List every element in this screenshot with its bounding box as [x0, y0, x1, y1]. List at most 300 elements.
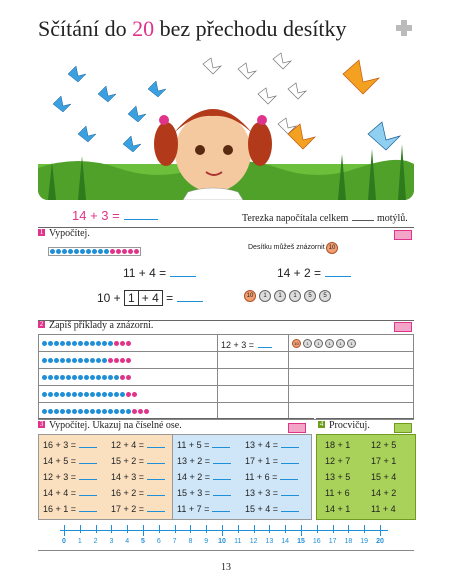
- sec4-expression[interactable]: 18 + 1: [325, 440, 351, 450]
- blue-dot: [68, 249, 73, 254]
- blue-dot: [42, 341, 47, 346]
- blue-dot: [96, 392, 101, 397]
- section-2-title: Zapiš příklady a znázorni.: [49, 320, 154, 331]
- sec1-eq-a: [123, 266, 196, 280]
- sec3-answer-blank[interactable]: [79, 438, 97, 448]
- coin-icon: 5: [319, 290, 331, 302]
- sec3-answer-blank[interactable]: [281, 438, 299, 448]
- number-line-label: 13: [265, 538, 274, 545]
- sec3-answer-blank[interactable]: [281, 502, 299, 512]
- sec2-dots-cell: [39, 335, 218, 352]
- section-2-number: 2: [39, 320, 44, 328]
- sec3-answer-blank[interactable]: [213, 454, 231, 464]
- sec2-example-eq: 12 + 3 =: [221, 339, 255, 350]
- intro-expression: [72, 208, 158, 223]
- pink-dot: [120, 358, 125, 363]
- blue-dot: [42, 392, 47, 397]
- sec2-dot-row: [42, 392, 214, 397]
- sec3-eq-text: 17 + 1 =: [245, 456, 279, 466]
- pink-dot: [114, 341, 119, 346]
- number-line-label: 0: [62, 538, 66, 545]
- number-line-tick: [96, 525, 97, 533]
- sec3-equation: [108, 437, 165, 453]
- sec3-answer-blank[interactable]: [213, 470, 231, 480]
- intro-answer-blank[interactable]: [124, 209, 158, 220]
- blue-dot: [120, 409, 125, 414]
- number-line-label: 6: [156, 538, 161, 545]
- sec4-expression[interactable]: 12 + 5: [371, 440, 397, 450]
- pink-dot: [122, 249, 127, 254]
- blue-dot: [72, 358, 77, 363]
- sec3-equation: [242, 485, 299, 501]
- pink-dot: [128, 249, 133, 254]
- sec1-eq-b-blank[interactable]: [325, 266, 351, 277]
- sec4-expression[interactable]: 14 + 2: [371, 488, 397, 498]
- intro-count-blank[interactable]: [352, 212, 374, 221]
- sec1-hint: [248, 244, 325, 251]
- coin-icon: 1: [289, 290, 301, 302]
- blue-dot: [48, 375, 53, 380]
- blue-dot: [66, 392, 71, 397]
- sec1-eq-c-box2: + 4: [139, 290, 163, 306]
- blue-dot: [92, 249, 97, 254]
- blue-dot: [96, 341, 101, 346]
- blue-dot: [102, 375, 107, 380]
- sec4-expression[interactable]: 13 + 5: [325, 472, 351, 482]
- sec3-eq-text: 13 + 4 =: [245, 440, 279, 450]
- sec3-answer-blank[interactable]: [147, 470, 165, 480]
- sec1-eq-b: [277, 266, 351, 280]
- number-line-tick: [206, 525, 207, 533]
- sec1-eq-a-blank[interactable]: [170, 266, 196, 277]
- sec3-equation: [174, 453, 231, 469]
- section-3-pink-marker: [288, 423, 306, 433]
- sec3-eq-text: 11 + 6 =: [245, 472, 278, 482]
- blue-dot: [78, 375, 83, 380]
- blue-dot: [54, 375, 59, 380]
- number-line-label: 15: [297, 538, 305, 545]
- sec2-drawing-cell[interactable]: [289, 335, 414, 352]
- number-line-label: 5: [141, 538, 145, 545]
- sec3-column: [40, 437, 97, 517]
- sec3-eq-text: 17 + 2 =: [111, 504, 145, 514]
- blue-dot: [84, 409, 89, 414]
- blue-dot: [108, 341, 113, 346]
- blue-dot: [96, 375, 101, 380]
- number-line-tick: [269, 525, 270, 533]
- blue-dot: [48, 392, 53, 397]
- sec2-row: [39, 386, 414, 403]
- blue-dot: [86, 249, 91, 254]
- sec3-equation: [174, 485, 231, 501]
- blue-dot: [126, 409, 131, 414]
- sec3-answer-blank[interactable]: [281, 454, 299, 464]
- blue-dot: [42, 375, 47, 380]
- sec3-answer-blank[interactable]: [212, 502, 230, 512]
- coin-icon: 1: [314, 339, 323, 348]
- sec3-answer-blank[interactable]: [79, 502, 97, 512]
- sec4-expression[interactable]: 12 + 7: [325, 456, 351, 466]
- sec3-equation: [174, 437, 231, 453]
- blue-dot: [102, 358, 107, 363]
- blue-dot: [84, 375, 89, 380]
- number-line-label: 2: [93, 538, 98, 545]
- sec4-column: [368, 437, 396, 517]
- coin-icon: 1: [259, 290, 271, 302]
- page-title: [38, 16, 347, 42]
- sec3-answer-blank[interactable]: [79, 486, 97, 496]
- number-line-label: 12: [249, 538, 258, 545]
- number-line-label: 19: [360, 538, 369, 545]
- blue-dot: [60, 375, 65, 380]
- sec3-column: [242, 437, 299, 517]
- sec2-dot-row: [42, 409, 214, 414]
- number-line-tick: [80, 525, 81, 533]
- sec1-coins: [244, 290, 331, 302]
- title-text-post: bez přechodu desítky: [154, 16, 347, 41]
- number-line-tick: [127, 525, 128, 533]
- number-line-label: 14: [281, 538, 290, 545]
- blue-dot: [104, 249, 109, 254]
- sec3-answer-blank[interactable]: [281, 486, 299, 496]
- section-1-number: 1: [39, 228, 44, 236]
- sec3-equation: [242, 437, 299, 453]
- sec3-equation: [242, 469, 299, 485]
- sec3-answer-blank[interactable]: [147, 486, 165, 496]
- sec2-table: [38, 334, 414, 420]
- section-4-title: Procvičuj.: [329, 420, 370, 431]
- sec3-eq-text: 16 + 3 =: [43, 440, 77, 450]
- sec2-drawing-cell[interactable]: [289, 403, 414, 420]
- number-line-tick: [190, 525, 191, 533]
- sec2-equation-cell[interactable]: [218, 403, 289, 420]
- sec3-equation: [242, 501, 299, 517]
- number-line-tick: [317, 525, 318, 533]
- number-line-tick: [222, 525, 223, 536]
- sec3-eq-text: 14 + 2 =: [177, 472, 211, 482]
- sec3-eq-text: 12 + 4 =: [111, 440, 145, 450]
- blue-dot: [96, 358, 101, 363]
- sec3-answer-blank[interactable]: [79, 454, 97, 464]
- pink-dot: [114, 358, 119, 363]
- sec3-equation: [40, 453, 97, 469]
- sec3-eq-text: 15 + 3 =: [177, 488, 211, 498]
- blue-dot: [66, 358, 71, 363]
- section-1-title: Vypočítej.: [49, 228, 90, 239]
- number-line-tick: [301, 525, 302, 536]
- sec2-dot-row: [42, 341, 214, 346]
- section-4-green-marker: [394, 423, 412, 433]
- blue-dot: [114, 409, 119, 414]
- sec3-equation: [40, 501, 97, 517]
- sec2-dots-cell: [39, 369, 218, 386]
- intro-text-post: motýlů.: [376, 213, 408, 224]
- sec3-column: [108, 437, 165, 517]
- blue-dot: [102, 341, 107, 346]
- blue-dot: [80, 249, 85, 254]
- coin-icon: 10: [292, 339, 301, 348]
- pink-dot: [126, 341, 131, 346]
- blue-dot: [78, 358, 83, 363]
- blue-dot: [48, 409, 53, 414]
- number-line-tick: [333, 525, 334, 533]
- coin-icon: 1: [274, 290, 286, 302]
- blue-dot: [60, 409, 65, 414]
- sec1-dot-row: [48, 247, 141, 256]
- number-line-tick: [238, 525, 239, 533]
- blue-dot: [54, 341, 59, 346]
- number-line-label: 1: [77, 538, 82, 545]
- number-line-axis: [60, 530, 388, 531]
- section-2-pink-marker: [394, 322, 412, 332]
- sec3-equation: [174, 469, 231, 485]
- sec4-expression[interactable]: 15 + 4: [371, 472, 397, 482]
- coin-icon: 1: [303, 339, 312, 348]
- blue-dot: [56, 249, 61, 254]
- section-3-title: Vypočítej. Ukazuj na číselné ose.: [49, 420, 182, 431]
- blue-dot: [60, 358, 65, 363]
- sec1-eq-c-blank[interactable]: [177, 291, 203, 302]
- section-3-divider: [38, 418, 314, 419]
- coin-icon: 1: [336, 339, 345, 348]
- blue-dot: [72, 375, 77, 380]
- blue-dot: [78, 392, 83, 397]
- pink-dot: [144, 409, 149, 414]
- sec2-example-coins: [292, 339, 410, 348]
- blue-dot: [54, 409, 59, 414]
- title-text-pre: Sčítání do: [38, 16, 133, 41]
- sec2-drawing-cell[interactable]: [289, 352, 414, 369]
- sec1-eq-b-text: 14 + 2 =: [277, 266, 322, 280]
- sec1-eq-c-box[interactable]: 1: [124, 290, 139, 306]
- section-4-number: 4: [319, 420, 324, 428]
- section-1-divider: [38, 227, 414, 228]
- title-number: 20: [132, 16, 155, 41]
- sec3-answer-blank[interactable]: [147, 454, 165, 464]
- sec3-eq-text: 11 + 7 =: [177, 504, 210, 514]
- sec3-equation: [40, 485, 97, 501]
- pink-dot: [126, 358, 131, 363]
- blue-dot: [108, 392, 113, 397]
- section-1-pink-marker: [394, 230, 412, 240]
- sec1-hint-text: Desítku můžeš znázornit: [248, 244, 325, 251]
- blue-dot: [78, 409, 83, 414]
- sec3-eq-text: 14 + 4 =: [43, 488, 77, 498]
- sec2-equation-cell[interactable]: [218, 386, 289, 403]
- pink-dot: [132, 392, 137, 397]
- number-line-label: 4: [125, 538, 130, 545]
- blue-dot: [62, 249, 67, 254]
- sec3-equation: [108, 453, 165, 469]
- pink-dot: [132, 409, 137, 414]
- sec3-answer-blank[interactable]: [147, 502, 165, 512]
- blue-dot: [66, 341, 71, 346]
- sec4-expression[interactable]: 11 + 4: [371, 504, 396, 514]
- blue-dot: [108, 409, 113, 414]
- sec4-expression[interactable]: 14 + 1: [325, 504, 351, 514]
- sec2-row: [39, 369, 414, 386]
- blue-dot: [50, 249, 55, 254]
- sec2-row: [39, 335, 414, 352]
- sec3-equation: [108, 485, 165, 501]
- number-line-label: 9: [204, 538, 209, 545]
- sec3-eq-text: 12 + 3 =: [43, 472, 77, 482]
- number-line-label: 3: [109, 538, 114, 545]
- sec3-equation: [108, 469, 165, 485]
- sec3-eq-text: 16 + 2 =: [111, 488, 145, 498]
- sec3-equation: [108, 501, 165, 517]
- number-line-tick: [364, 525, 365, 533]
- blue-dot: [74, 249, 79, 254]
- sec2-drawing-cell[interactable]: [289, 386, 414, 403]
- blue-dot: [48, 358, 53, 363]
- sec3-answer-blank[interactable]: [280, 470, 298, 480]
- number-line-label: 17: [328, 538, 337, 545]
- blue-dot: [114, 392, 119, 397]
- sec3-eq-text: 15 + 4 =: [245, 504, 279, 514]
- section-3-number: 3: [39, 420, 44, 428]
- intro-expr-text: 14 + 3 =: [72, 208, 120, 223]
- sec3-equation: [40, 437, 97, 453]
- blue-dot: [78, 341, 83, 346]
- blue-dot: [96, 409, 101, 414]
- number-line-label: 20: [376, 538, 384, 545]
- blue-dot: [98, 249, 103, 254]
- number-line-tick: [285, 525, 286, 533]
- blue-dot: [72, 392, 77, 397]
- sec1-eq-c: [97, 291, 203, 305]
- sec3-eq-text: 16 + 1 =: [43, 504, 77, 514]
- coin-icon: 1: [325, 339, 334, 348]
- blue-dot: [42, 358, 47, 363]
- blue-dot: [42, 409, 47, 414]
- blue-dot: [66, 375, 71, 380]
- number-line-tick: [254, 525, 255, 533]
- pink-dot: [134, 249, 139, 254]
- sec4-expression[interactable]: 17 + 1: [371, 456, 397, 466]
- sec2-dots-cell: [39, 352, 218, 369]
- sec2-dots-cell: [39, 386, 218, 403]
- pink-dot: [126, 375, 131, 380]
- blue-dot: [90, 375, 95, 380]
- sec3-answer-blank[interactable]: [147, 438, 165, 448]
- sec2-row: [39, 403, 414, 420]
- blue-dot: [72, 341, 77, 346]
- blue-dot: [48, 341, 53, 346]
- ten-coin-icon: 10: [326, 242, 338, 254]
- footer-divider: [38, 550, 414, 551]
- blue-dot: [84, 392, 89, 397]
- sec2-equation-cell[interactable]: [218, 352, 289, 369]
- intro-text-pre: Terezka napočítala celkem: [242, 213, 349, 224]
- pink-dot: [138, 409, 143, 414]
- number-line-tick: [143, 525, 144, 536]
- sec2-drawing-cell[interactable]: [289, 369, 414, 386]
- plus-icon: [396, 20, 412, 36]
- sec3-eq-text: 13 + 3 =: [245, 488, 279, 498]
- blue-dot: [108, 375, 113, 380]
- sec3-eq-text: 11 + 5 =: [177, 440, 210, 450]
- blue-dot: [90, 409, 95, 414]
- sec3-eq-text: 14 + 3 =: [111, 472, 145, 482]
- blue-dot: [102, 392, 107, 397]
- section-4-divider: [316, 418, 414, 419]
- illustration-svg: [38, 44, 414, 200]
- sec3-answer-blank[interactable]: [79, 470, 97, 480]
- blue-dot: [102, 409, 107, 414]
- sec3-equation: [242, 453, 299, 469]
- pink-dot: [110, 249, 115, 254]
- sec3-equation: [174, 501, 231, 517]
- blue-dot: [72, 409, 77, 414]
- sec3-eq-text: 13 + 2 =: [177, 456, 211, 466]
- sec3-eq-text: 14 + 5 =: [43, 456, 77, 466]
- blue-dot: [84, 341, 89, 346]
- coin-icon: 1: [347, 339, 356, 348]
- sec3-column: [174, 437, 231, 517]
- sec3-equation: [40, 469, 97, 485]
- number-line-label: 7: [172, 538, 177, 545]
- pink-dot: [120, 341, 125, 346]
- pink-dot: [120, 375, 125, 380]
- number-line-label: 18: [344, 538, 353, 545]
- blue-dot: [66, 409, 71, 414]
- number-line-label: 16: [312, 538, 321, 545]
- sec3-answer-blank[interactable]: [212, 438, 230, 448]
- sec3-eq-text: 15 + 2 =: [111, 456, 145, 466]
- blue-dot: [120, 392, 125, 397]
- sec4-column: [322, 437, 350, 517]
- number-line-tick: [175, 525, 176, 533]
- sec3-answer-blank[interactable]: [213, 486, 231, 496]
- blue-dot: [54, 358, 59, 363]
- blue-dot: [114, 375, 119, 380]
- number-line-tick: [159, 525, 160, 533]
- sec1-eq-c-pre: 10 +: [97, 291, 121, 305]
- sec2-equation-cell[interactable]: [218, 335, 289, 352]
- blue-dot: [84, 358, 89, 363]
- pink-dot: [108, 358, 113, 363]
- number-line-tick: [111, 525, 112, 533]
- sec2-dots-cell: [39, 403, 218, 420]
- intro-sentence: [242, 212, 408, 224]
- page-number: 13: [221, 562, 231, 573]
- number-line-label: 8: [188, 538, 193, 545]
- number-line-tick: [380, 525, 381, 536]
- sec2-row: [39, 352, 414, 369]
- number-line-tick: [348, 525, 349, 533]
- number-line-label: 11: [234, 538, 242, 545]
- blue-dot: [90, 392, 95, 397]
- pink-dot: [116, 249, 121, 254]
- blue-dot: [90, 341, 95, 346]
- blue-dot: [60, 392, 65, 397]
- number-line-label: 10: [218, 538, 226, 545]
- blue-dot: [90, 358, 95, 363]
- sec2-example-blank[interactable]: [258, 337, 272, 348]
- sec2-equation-cell[interactable]: [218, 369, 289, 386]
- sec1-eq-a-text: 11 + 4 =: [123, 266, 167, 280]
- number-line-tick: [64, 525, 65, 536]
- sec2-dot-row: [42, 358, 214, 363]
- sec4-expression[interactable]: 11 + 6: [325, 488, 350, 498]
- illustration-girl-butterflies: [38, 44, 414, 200]
- sec1-dots: [50, 249, 139, 254]
- sec2-dot-row: [42, 375, 214, 380]
- coin-icon: 10: [244, 290, 256, 302]
- sec1-eq-c-equals: =: [166, 291, 174, 305]
- coin-icon: 5: [304, 290, 316, 302]
